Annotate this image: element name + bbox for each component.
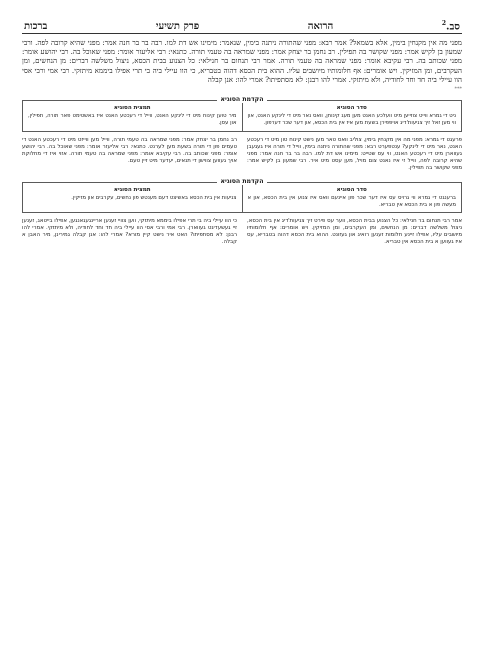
intro-box-1 [22,96,462,132]
perek-label: פרק תשיעי [155,21,200,32]
intro-box-2-title: הקדמת הסוגיא [23,178,461,185]
intro-box-2-summary [23,185,243,213]
intro-box-1-summary [23,103,243,131]
intro-box-2 [22,177,462,214]
intro-box-1-order [243,103,462,131]
commentary-2-right-column: אמר רבי תנחום בר חנילאי: כל הצנוע בבית הכסא, ווער עס פירט זיך צניעות'דיג אין בית הכסא, ניצול משלשה דברים: מן הנחשים, ומן העקרבים, ומן המזיקין. ויש אומרים: אף חלומותיו מיושבים עליו, אפילו זיינע חלומות זענען רואיג און געזונט. ההוא בית הכסא דהוה בטבריא, עס איז געווען א בית הכסא אין טבריא. [247,218,462,246]
folio-number: סב.$^2$ [441,19,460,32]
commentary-1-left-column: רב נחמן בר יצחק אמר: מפני שמראה בה טעמי תורה, ווייל מען ווייזט מיט די רעכטע האנט די טעמים פון די תורה בשעת מען לערנט. כתנאי: רבי אליעזר אומר: מפני שאוכל בה. רבי יהושע אומר: מפני שכותב בה. רבי עקיבא אומר: מפני שמראה בה טעמי תורה. אזוי איז די מחלוקת אויך געווען צווישן די תנאים, יעדער מיט זיין טעם. [22,136,237,164]
commentary-2-left-column: כי הוו עיילי ביה בי תרי אפילו ביממא מיתזקי, ווען צוויי זענען אריינגעגאנגען, אפילו בייטאג, זענען זיי געשעדיגט געווארן. רבי אמי ורבי אסי הוו עיילי ביה חד וחד לחודיה, ולא מיתזקי. אמרי להו רבנן: לא מסתפיתו? האט איר נישט קיין מורא? אמרי להו: אנן קבלה גמירינן, מיר האבן א קבלה. [22,218,237,246]
commentary-section-2 [22,218,462,248]
intro-box-1-summary-text: מיר טוען קינוח מיט די לינקע האנט, ווייל די רעכטע האנט איז באשטימט פאר תורה, תפילין, און עסן. [28,113,237,127]
gemara-text-block [22,38,462,94]
chapter-label: הרואה [307,21,334,32]
gemara-end-mark: *** [454,86,462,93]
commentary-section-1 [22,137,462,174]
gemara-text: מפני מה אין מקנחין בימין, אלא בשמאל? אמר רבא: מפני שהתורה ניתנה בימין, שנאמר: מימינו אש דת למו. רבה בר בר חנה אמר: מפני שהיא קרובה לפה. ורבי שמעון בן לקיש אמר: מפני שקושר בה תפילין. רב נחמן בר יצחק אמר: מפני שמראה בה טעמי תורה. כתנאי: רבי אליעזר אומר: מפני שאוכל בה. רבי יהושע אומר: מפני שכותב בה. רבי עקיבא אומר: מפני שמראה בה טעמי תורה. אמר רבי תנחום בר חנילאי: כל הצנוע בבית הכסא, ניצול משלשה דברים: מן הנחשים, ומן העקרבים, ומן המזיקין. ויש אומרים: אף חלומותיו מיושבים עליו. ההוא בית הכסא דהוה בטבריא, כי הוו עיילי ביה בי תרי אפילו ביממא מיתזקי. רבי אמי ורבי אסי הוו עיילי ביה חד וחד לחודיה, ולא מיתזקי. אמרי להו רבנן: לא מסתפיתו? אמרי להו: אנן קבלה [22,38,462,84]
intro-box-2-order-title: סדר הסוגיא [336,186,367,193]
intro-box-2-summary-text: צניעות אין בית הכסא באשיצט דעם מענטש פון נחשים, עקרבים און מזיקין. [71,194,237,201]
commentary-1-right-column: פרעגט די גמרא: מפני מה אין מקנחין בימין, צוליב וואס טאר מען נישט קינוח טון מיט די רעכטע האנט, נאר מיט די לינקע? ענטפערט רבא: מפני שהתורה ניתנה בימין, ווייל די תורה איז געגעבן געווארן מיט די רעכטע האנט, ווי עס שטייט: מימינו אש דת למו. רבה בר בר חנה אמר: מפני שהיא קרובה לפה, ווייל זי איז נאנט צום מויל, מען עסט מיט איר. רבי שמעון בן לקיש אמר: מפני שקושר בה תפילין. [247,136,462,171]
intro-box-2-order-text: ברענגט די גמרא ווי גרויס עס איז דער שכר פון איינעם וואס איז צנוע אין בית הכסא, און א מעשה פון א בית הכסא אין טבריא. [247,194,456,208]
intro-box-2-order [243,185,462,213]
intro-box-1-title: הקדמת הסוגיא [23,96,461,103]
page [22,20,462,656]
intro-box-1-order-title: סדר הסוגיא [336,105,367,112]
intro-box-1-summary-title: תמצית הסוגיא [113,105,151,112]
tractate-label: ברכות [24,21,48,32]
intro-box-1-order-text: ניט די גמרא ווייט צוזייען מיט וועלכע האנט מען מעג קינוחן, וואס נאר מיט די לינקע האנט, און ווי מען זאל זיך צניעות'דיג אויפפירן בשעת מען איז אין בית הכסא, און דער שכר דערפון. [247,113,456,127]
intro-box-2-summary-title: תמצית הסוגיא [113,186,151,193]
page-header [22,20,462,34]
